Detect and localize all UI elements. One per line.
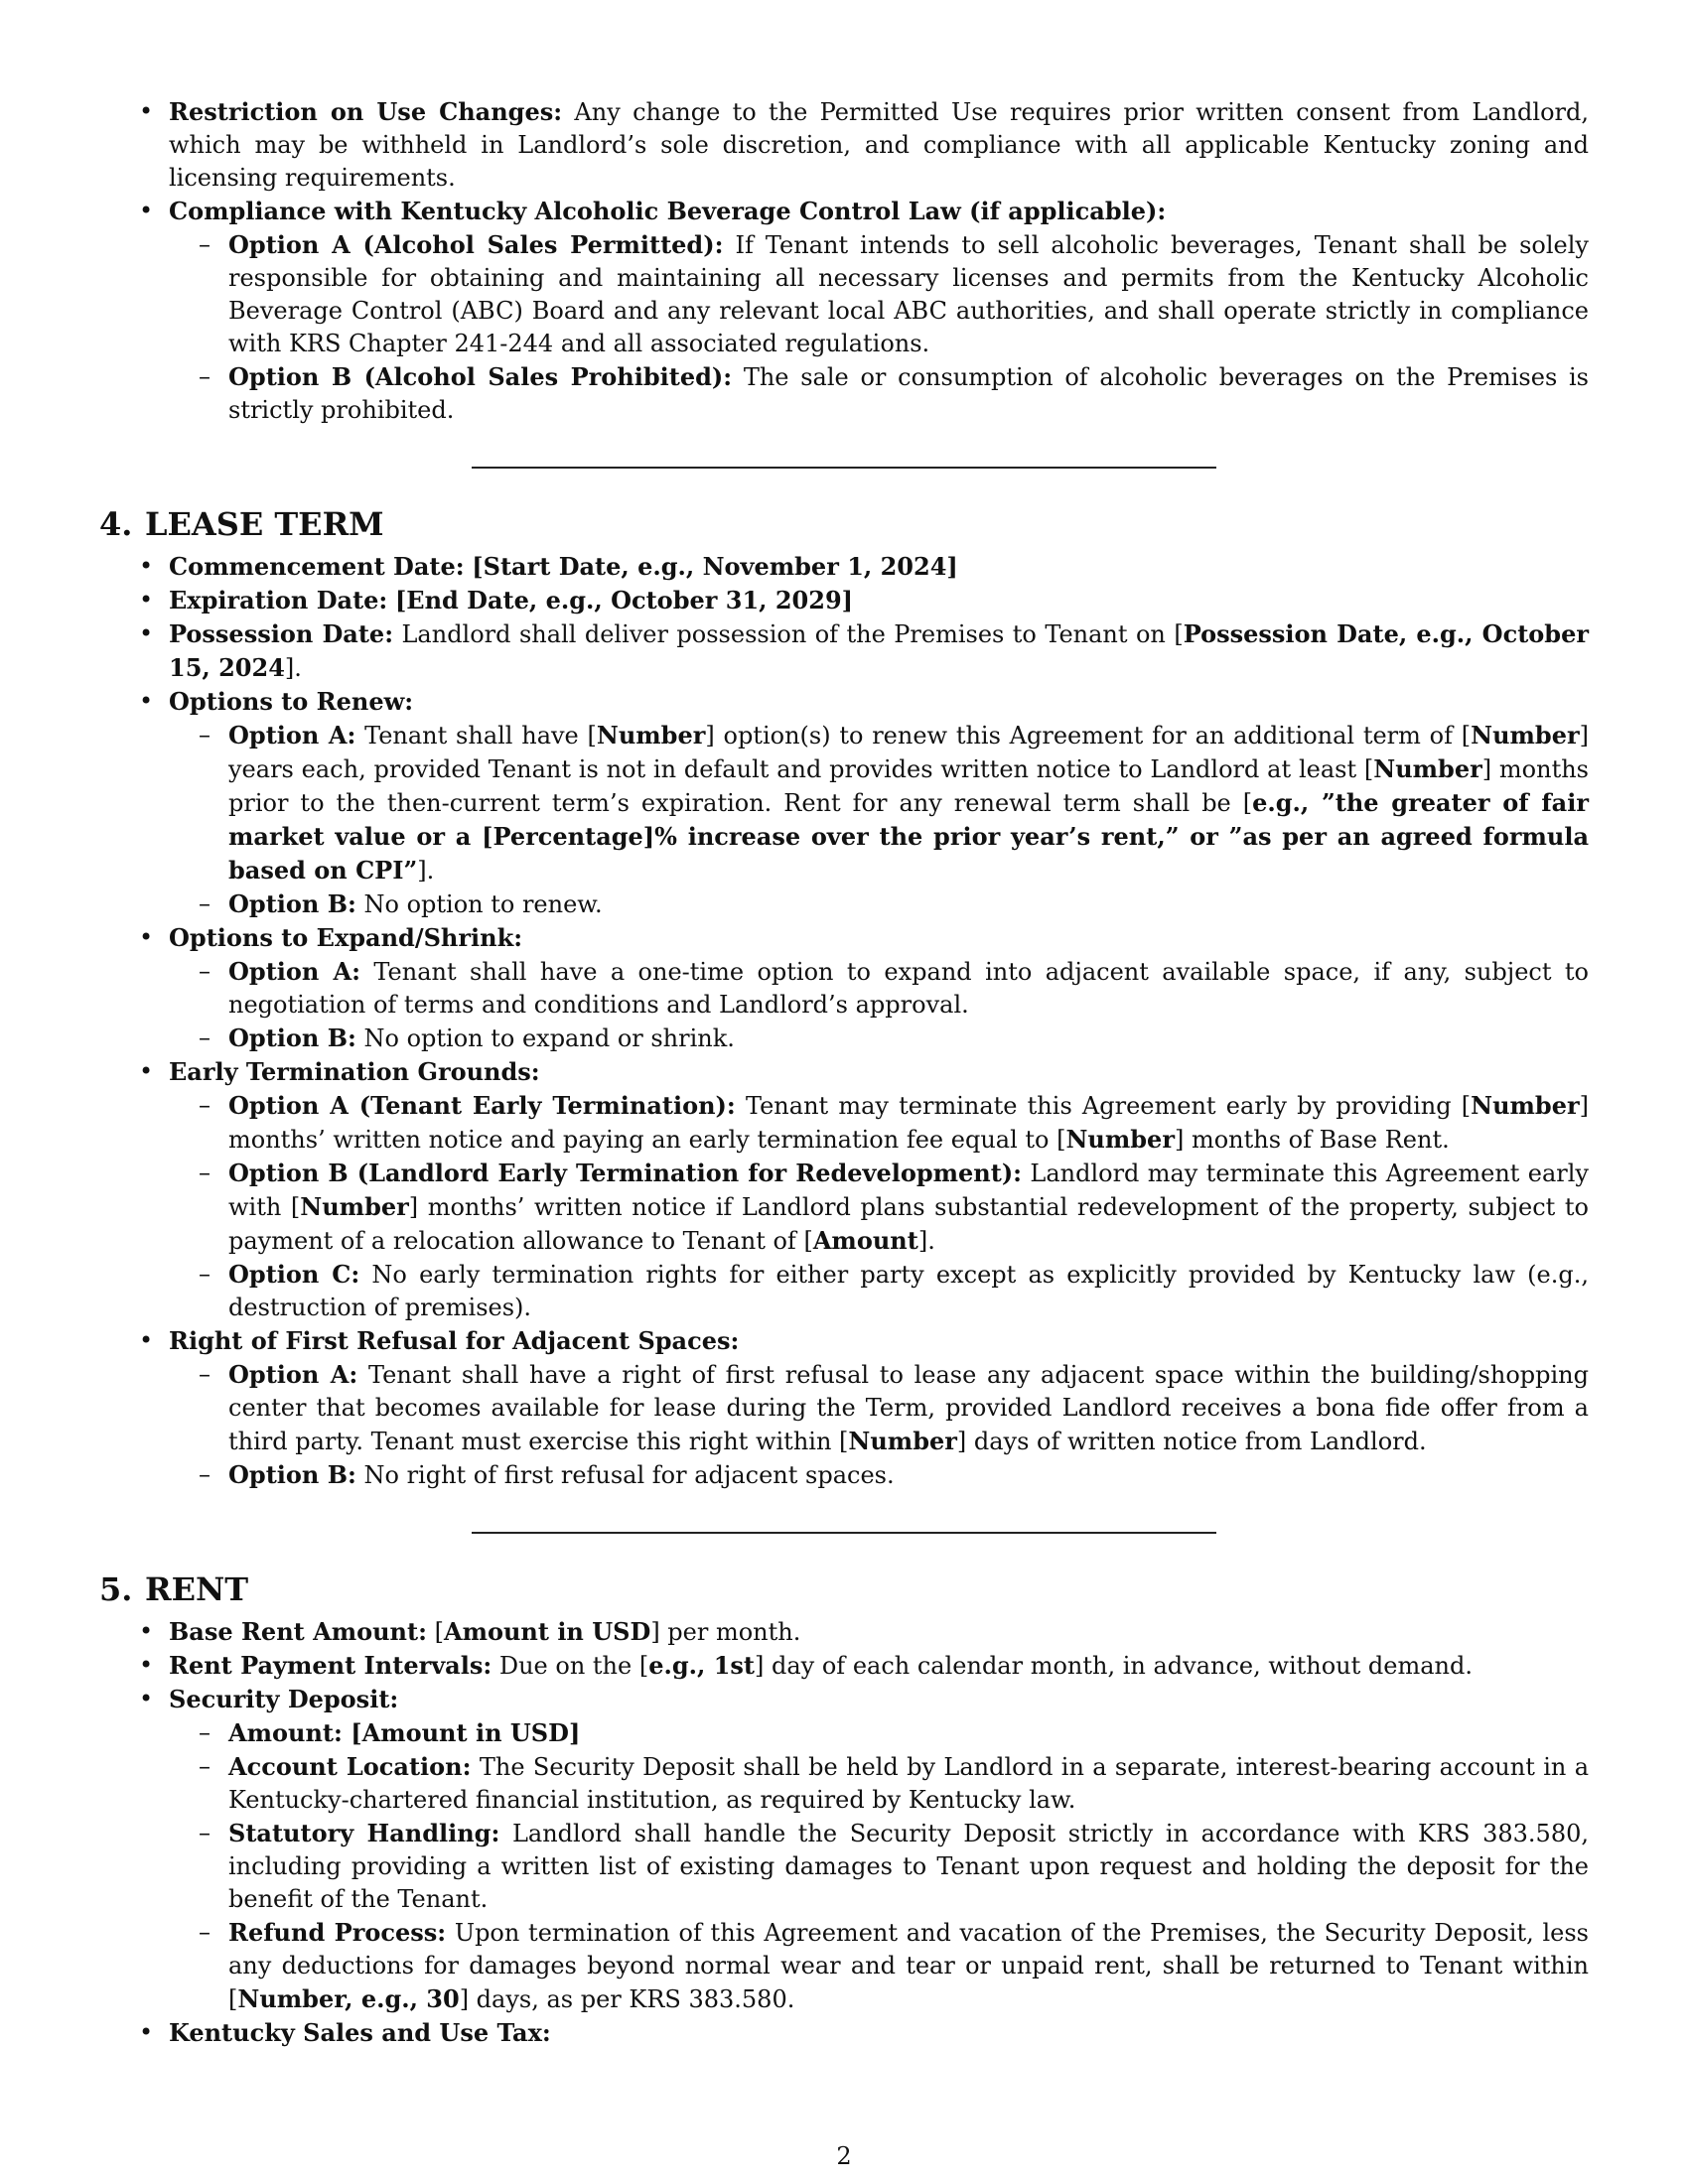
sub-item-deposit-refund: – Refund Process: Upon termination of this Agreement and vacation of the Premises, the Security Deposit, less any deductions for damages beyond normal wear and tear or unpaid rent, shall be returned to Tenant within [Number, e.g., 30] days, as per KRS 383.580.: [99, 1916, 1589, 2016]
list-item-abc: • Compliance with Kentucky Alcoholic Beverage Control Law (if applicable):: [99, 195, 1589, 228]
list-item-base-rent: • Base Rent Amount: [Amount in USD] per month.: [99, 1615, 1589, 1649]
sub-item-expand-option-b: – Option B: No option to expand or shrink.: [99, 1022, 1589, 1055]
sub-item-rofr-option-b: – Option B: No right of first refusal for adjacent spaces.: [99, 1458, 1589, 1492]
list-item-sales-tax: • Kentucky Sales and Use Tax:: [99, 2016, 1589, 2050]
list-item-commencement: • Commencement Date: [Start Date, e.g., November 1, 2024]: [99, 550, 1589, 584]
list-item-renew: • Options to Renew:: [99, 685, 1589, 719]
sub-item-early-option-b: – Option B (Landlord Early Termination for Redevelopment): Landlord may terminate this Agreement early with [Number] months’ written notice if Landlord plans substantial redevelopment of the property, subject to payment of a relocation allowance to Tenant of [Amount].: [99, 1157, 1589, 1258]
list-item-rofr: • Right of First Refusal for Adjacent Spaces:: [99, 1324, 1589, 1358]
sub-item-early-option-a: – Option A (Tenant Early Termination): Tenant may terminate this Agreement early by providing [Number] months’ written notice and paying an early termination fee equal to [Number] months of Base Rent.: [99, 1089, 1589, 1157]
list-item-payment-intervals: • Rent Payment Intervals: Due on the [e.g., 1st] day of each calendar month, in advance, without demand.: [99, 1649, 1589, 1683]
list-item-expiration: • Expiration Date: [End Date, e.g., October 31, 2029]: [99, 584, 1589, 617]
section4-list: [99, 550, 1589, 1492]
sub-item-expand-option-a: – Option A: Tenant shall have a one-time option to expand into adjacent available space, if any, subject to negotiation of terms and conditions and Landlord’s approval.: [99, 955, 1589, 1022]
page-number: 2: [836, 2142, 852, 2170]
list-item-possession: • Possession Date: Landlord shall deliver possession of the Premises to Tenant on [Possession Date, e.g., October 15, 2024].: [99, 617, 1589, 685]
sub-item-deposit-location: – Account Location: The Security Deposit shall be held by Landlord in a separate, interest-bearing account in a Kentucky-chartered financial institution, as required by Kentucky law.: [99, 1750, 1589, 1817]
document-page: [99, 95, 1589, 2050]
sub-item-abc-option-b: – Option B (Alcohol Sales Prohibited): The sale or consumption of alcoholic beverages on the Premises is strictly prohibited.: [99, 360, 1589, 427]
section5-list: [99, 1615, 1589, 2050]
sub-item-rofr-option-a: – Option A: Tenant shall have a right of first refusal to lease any adjacent space within the building/shopping center that becomes available for lease during the Term, provided Landlord receives a bona fide offer from a third party. Tenant must exercise this right within [Number] days of written notice from Landlord.: [99, 1358, 1589, 1458]
sub-item-deposit-amount: – Amount: [Amount in USD]: [99, 1716, 1589, 1750]
sub-item-early-option-c: – Option C: No early termination rights for either party except as explicitly provided by Kentucky law (e.g., destruction of premises).: [99, 1258, 1589, 1324]
list-item-expand: • Options to Expand/Shrink:: [99, 921, 1589, 955]
list-item-security-deposit: • Security Deposit:: [99, 1683, 1589, 1716]
list-item-early-termination: • Early Termination Grounds:: [99, 1055, 1589, 1089]
horizontal-rule: [472, 467, 1216, 469]
section-heading-rent: 5. RENT: [99, 1570, 249, 1608]
sub-item-renew-option-a: – Option A: Tenant shall have [Number] option(s) to renew this Agreement for an additional term of [Number] years each, provided Tenant is not in default and provides written notice to Landlord at least [Number] months prior to the then-current term’s expiration. Rent for any renewal term shall be [e.g., ”the greater of fair market value or a [Percentage]% increase over the prior year’s rent,” or ”as per an agreed formula based on CPI”].: [99, 719, 1589, 887]
section-heading-lease-term: 4. LEASE TERM: [99, 505, 384, 543]
section3-list: [99, 95, 1589, 427]
sub-item-deposit-statutory: – Statutory Handling: Landlord shall handle the Security Deposit strictly in accordance with KRS 383.580, including providing a written list of existing damages to Tenant upon request and holding the deposit for the benefit of the Tenant.: [99, 1817, 1589, 1916]
list-item-restriction: • Restriction on Use Changes: Any change to the Permitted Use requires prior written consent from Landlord, which may be withheld in Landlord’s sole discretion, and compliance with all applicable Kentucky zoning and licensing requirements.: [99, 95, 1589, 195]
sub-item-renew-option-b: – Option B: No option to renew.: [99, 887, 1589, 921]
sub-item-abc-option-a: – Option A (Alcohol Sales Permitted): If Tenant intends to sell alcoholic beverages, Tenant shall be solely responsible for obtaining and maintaining all necessary licenses and permits from the Kentucky Alcoholic Beverage Control (ABC) Board and any relevant local ABC authorities, and shall operate strictly in compliance with KRS Chapter 241-244 and all associated regulations.: [99, 228, 1589, 360]
horizontal-rule: [472, 1532, 1216, 1534]
